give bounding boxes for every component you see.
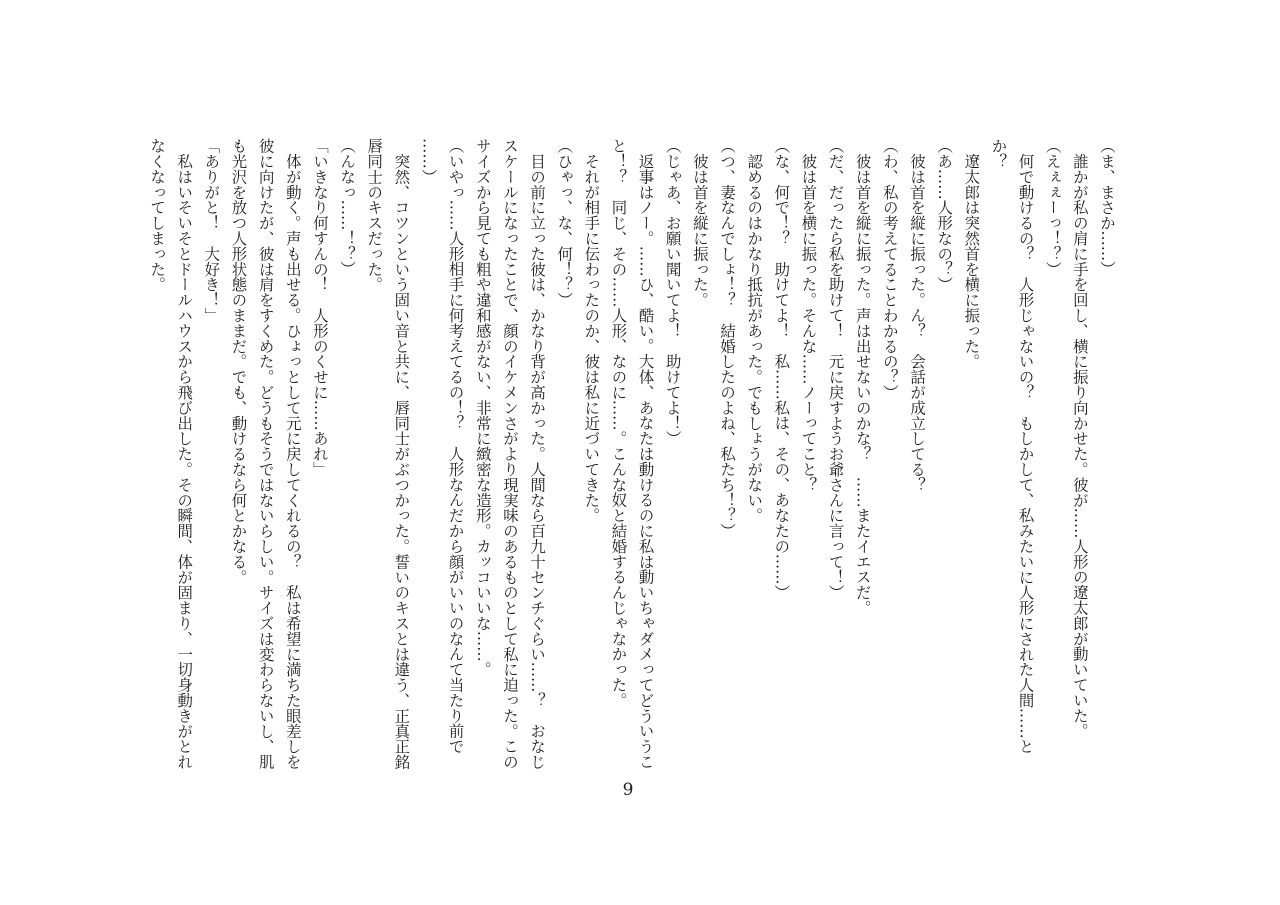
text-line: サイズから見ても粗や違和感がない、非常に緻密な造形。カッコいいな……。: [473, 138, 492, 677]
text-line: （ま、まさか……）: [1098, 138, 1116, 277]
text-line: 体が動く。声も出せる。ひょっとして元に戻してくれるの？ 私は希望に満ちた眼差しを: [283, 138, 302, 770]
text-line: （あ……人形なの？）: [935, 138, 954, 292]
text-line: （ひゃっ、な、何！？）: [555, 138, 574, 308]
text-line: 返事はノー。……ひ、酷い。大体、あなたは動けるのに私は動いちゃダメってどういうこ: [636, 138, 655, 770]
text-line: 何で動けるの？ 人形じゃないの？ もしかして、私みたいに人形にされた人間……と: [1016, 138, 1035, 754]
text-line: （わ、私の考えてることわかるの？）: [880, 138, 899, 400]
text-line: （な、何で！？ 助けてよ！ 私……私は、その、あなたの……）: [772, 138, 791, 600]
text-line: 私はいそいそとドールハウスから飛び出した。その瞬間、体が固まり、一切身動きがとれ: [175, 138, 194, 770]
text-line: 誰かが私の肩に手を回し、横に振り向かせた。彼が……人形の遼太郎が動いていた。: [1070, 138, 1089, 739]
text-line: 認めるのはかなり抵抗があった。でもしょうがない。: [745, 138, 764, 523]
vertical-text-block: [143, 138, 1120, 778]
text-line: 唇同士のキスだった。: [365, 138, 384, 292]
text-line: （えぇぇーっ！？）: [1043, 138, 1062, 277]
text-line: （だ、だったら私を助けて！ 元に戻すようお爺さんに言って！）: [826, 138, 845, 600]
text-line: それが相手に伝わったのか、彼は私に近づいてきた。: [582, 138, 601, 523]
text-line: （つ、妻なんでしょ！？ 結婚したのよね、私たち！？）: [718, 138, 737, 539]
text-line: 「いきなり何すんの！ 人形のくせに……あれ」: [310, 138, 329, 477]
text-line: なくなってしまった。: [148, 138, 167, 292]
text-line: 彼は首を横に振った。そんな……ノーってこと？: [799, 138, 818, 493]
text-line: 突然、コツンという固い音と共に、唇同士がぶつかった。誓いのキスとは違う、正真正銘: [392, 138, 411, 770]
text-line: 彼は首を縦に振った。ん？ 会話が成立してる？: [908, 138, 927, 493]
text-line: ……）: [419, 138, 438, 185]
text-line: 彼に向けたが、彼は肩をすくめた。どうもそうではないらしい。サイズは変わらないし、肌: [256, 138, 275, 770]
text-line: 遼太郎は突然首を横に振った。: [962, 138, 981, 369]
text-line: （いやっ……人形相手に何考えてるの！？ 人形なんだから顔がいいのなんて当たり前で: [446, 138, 465, 754]
text-line: （んなっ……！？）: [338, 138, 357, 277]
text-line: と！？ 同じ、その……人形、なのに……。こんな奴と結婚するんじゃなかった。: [609, 138, 628, 708]
text-line: か？: [989, 138, 1008, 169]
text-line: 「ありがと！ 大好き！」: [202, 138, 221, 323]
text-line: スケールになったことで、顔のイケメンさがより現実味のあるものとして私に迫った。この: [500, 138, 519, 770]
text-line: （じゃあ、お願い聞いてよ！ 助けてよ！）: [663, 138, 682, 446]
page-number: 9: [622, 780, 634, 800]
text-line: 彼は首を縦に振った。: [690, 138, 709, 308]
text-line: 目の前に立った彼は、かなり背が高かった。人間なら百九十センチぐらい……？ おなじ: [528, 138, 547, 770]
text-line: 彼は首を縦に振った。声は出せないのかな？ ……またイエスだ。: [853, 138, 872, 616]
text-line: も光沢を放つ人形状態のままだ。でも、動けるなら何とかなる。: [229, 138, 248, 585]
